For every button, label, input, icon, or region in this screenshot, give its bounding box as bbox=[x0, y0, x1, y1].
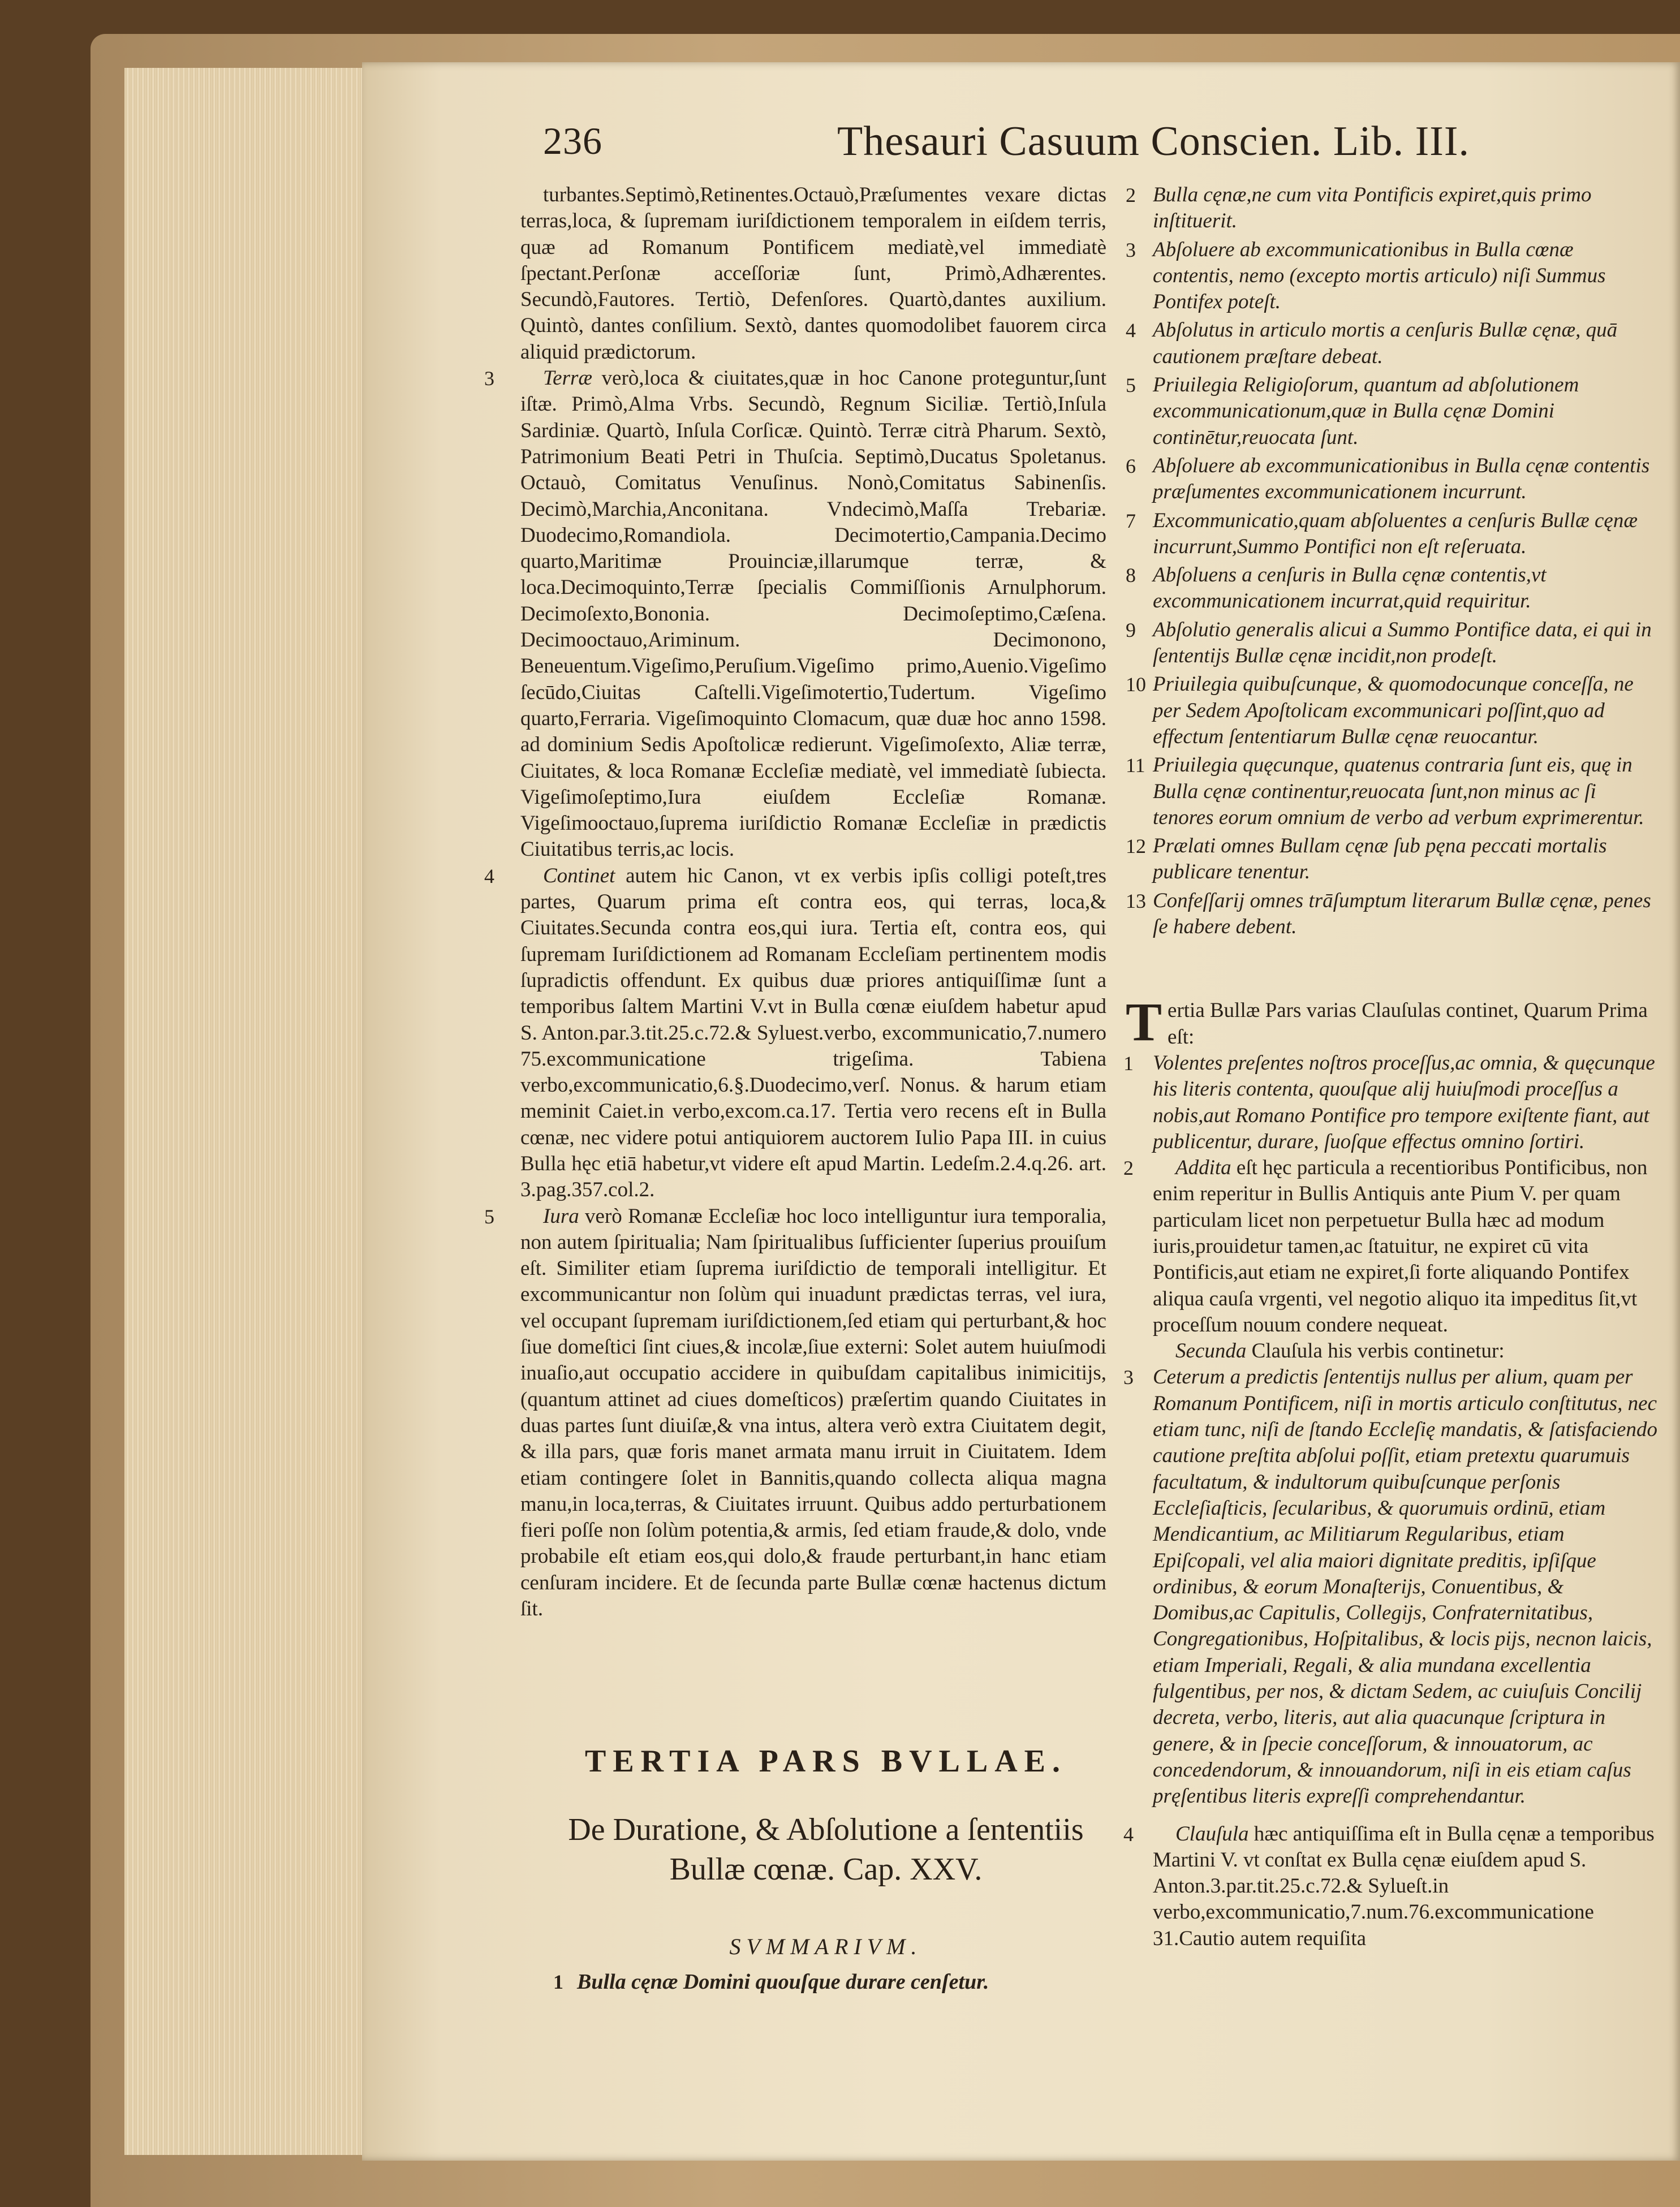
summary-number: 4 bbox=[1126, 319, 1136, 342]
summary-text: Priuilegia quęcunque, quatenus contraria ſunt eis, quę in Bulla cęnæ continentur,reuocata ſunt,non minus ac ſi tenores eorum omnium de verbo ad verbum exprimerentur. bbox=[1153, 753, 1644, 829]
paragraph-text: Ceterum a predictis ſententijs nullus per alium, quam per Romanum Pontificem, niſi in mortis articulo conſtitutus, nec etiam tunc, niſi de ſtando Eccleſię mandatis, & ſatisfaciendo cautione preſtita abſolui poſſit, etiam pretextu quarumuis facultatum, & indultorum quibuſcunque perſonis Eccleſiaſticis, ſecularibus, & quorumuis ordinū, etiam Mendicantium, ac Militiarum Regularibus, etiam Epiſcopali, vel alia maiori dignitate preditis, ipſiſque ordinibus, & eorum Monaſterijs, Conuentibus, & Domibus,ac Capitulis, Collegijs, Confraternitatibus, Congregationibus, Hoſpitalibus, & locis pijs, necnon laicis, etiam Imperiali, Regali, & alia mundana excellentia fulgentibus, per nos, & dictam Sedem, ac cuiuſuis Concilij decreta, verbo, literis, aut alia quacunque ſcriptura in genere, & in ſpecie conceſſorum, & innouatorum, ac concedendorum, & innouandorum, niſi in eis etiam caſus pręſentibus literis expreſſi comprehendantur. bbox=[1153, 1365, 1657, 1808]
left-paragraph bbox=[520, 182, 1106, 365]
summary-item bbox=[1126, 237, 1657, 316]
paragraph-lead: Clauſula bbox=[1175, 1822, 1249, 1846]
summary-item bbox=[1126, 372, 1657, 451]
summary-item bbox=[1126, 562, 1657, 615]
part-intro bbox=[1126, 992, 1657, 1053]
summary-number: 2 bbox=[1126, 184, 1136, 206]
paragraph-text: hæc antiquiſſima eſt in Bulla cęnæ a temporibus Martini V. vt conſtat ex Bulla cęnæ eiuſdem apud S. Anton.3.par.tit.25.c.72.& Sylueſt.in verbo,excommunicatio,7.num.76.excommunicatione 31.Cautio autem requiſita bbox=[1153, 1822, 1655, 1950]
right-column bbox=[1123, 182, 1657, 1952]
paragraph-text: verò Romanæ Eccleſiæ hoc loco intelliguntur iura temporalia, non autem ſpiritualia; Nam ſpiritualibus ſufficienter ſuperius prouiſum eſt. Similiter etiam ſuprema iuriſdictio de temporali intelligitur. Et excommunicantur non ſolùm qui inuadunt prædictas terras, vel iura, vel occupant ſupremam iuriſdictionem,ſed etiam qui perturbant,& hoc ſiue domeſtici ſint ciues,& incolæ,ſiue externi: Solet autem huiuſmodi inuaſio,aut occupatio accidere in quibuſdam capitalibus inimicitijs, (quantum attinet ad ciues domeſticos) præſertim quando Ciuitates in duas partes ſunt diuiſæ,& vna intus, altera verò extra Ciuitatem degit, & illa pars, quæ foris manet armata manu irruit in Ciuitatem. Idem etiam contingere ſolet in Bannitis,quando collecta aliqua magna manu,in loca,terras, & Ciuitates irruunt. Quibus addo perturbationem fieri poſſe non ſolùm potentia,& armis, ſed etiam fraude,& dolo, vnde probabile eſt etiam eos,qui dolo,& fraude perturbant,in hanc etiam cenſuram incidere. Et de ſecunda parte Bullæ cœnæ hactenus dictum ſit. bbox=[520, 1204, 1106, 1621]
summary-item bbox=[1126, 317, 1657, 370]
summary-text: Priuilegia quibuſcunque, & quomodocunque conceſſa, ne per Sedem Apoſtolicam excommunicari poſſint,quo ad effectum ſententiarum Bullæ cęnæ reuocantur. bbox=[1153, 673, 1634, 748]
drop-cap: T bbox=[1126, 992, 1162, 1053]
summary-text: Priuilegia Religioſorum, quantum ad abſolutionem excommunicationum,quæ in Bulla cęnæ Domini continētur,reuocata ſunt. bbox=[1153, 373, 1579, 449]
left-paragraph bbox=[484, 863, 1106, 1204]
summary-number: 6 bbox=[1126, 454, 1136, 477]
clause-paragraph bbox=[1123, 1364, 1657, 1809]
summary-text: Excommunicatio,quam abſoluentes a cenſuris Bullæ cęnæ incurrunt,Summo Pontifici non eſt reſeruata. bbox=[1153, 508, 1638, 558]
commentary-paragraph bbox=[1123, 1155, 1657, 1338]
summary-text: Abſoluere ab excommunicationibus in Bulla cœnæ contentis, nemo (excepto mortis articulo) niſi Summus Pontifex poteſt. bbox=[1153, 238, 1606, 314]
paragraph-text: Volentes preſentes noſtros proceſſus,ac omnia, & quęcunque his literis contenta, quouſque alij huiuſmodi proceſſus a nobis,aut Romano Pontifice pro tempore exiſtente fiant, aut publicentur, durare, ſuoſque effectus omnino ſortiri. bbox=[1153, 1051, 1655, 1153]
summary-item bbox=[553, 1969, 1108, 1994]
margin-number: 3 bbox=[484, 367, 494, 390]
summary-number: 11 bbox=[1126, 754, 1145, 777]
summary-text: Confeſſarij omnes trāſumptum literarum Bullæ cęnæ, penes ſe habere debent. bbox=[1153, 889, 1651, 939]
section-title: TERTIA PARS BVLLAE. bbox=[584, 1744, 1067, 1779]
summary-item bbox=[1126, 752, 1657, 831]
page-edges bbox=[124, 68, 364, 2155]
summary-number: 12 bbox=[1126, 835, 1146, 858]
paragraph-lead: Terræ bbox=[543, 367, 593, 390]
summary-list bbox=[1126, 182, 1657, 940]
summary-item bbox=[1126, 833, 1657, 886]
summary-number: 7 bbox=[1126, 509, 1136, 532]
paragraph-text: autem hic Canon, vt ex verbis ipſis colligi poteſt,tres partes, Quarum prima eſt contra eos, qui terras, loca,& Ciuitates.Secunda contra eos,qui iura. Tertia eſt, contra eos, qui ſupremam Iuriſdictionem ad Romanam Eccleſiam pertinentem modis ſupradictis offendunt. Ex quibus duæ priores antiquiſſimæ ſunt a temporibus ſaltem Martini V.vt in Bulla cœnæ eiuſdem habetur apud S. Anton.par.3.tit.25.c.72.& Syluest.verbo, excommunicatio,7.numero 75.excommunicatione trigeſima. Tabiena verbo,excommunicatio,6.§.Duodecimo,verſ. Nonus. & harum etiam meminit Caiet.in verbo,excom.ca.17. Tertia vero recens eſt in Bulla cœnæ, nec videre potui antiquiorem auctorem Iulio Papa III. in cuius Bulla hęc etiā habetur,vt videre eſt apud Martin. Ledeſm.2.4.q.26. art. 3.pag.357.col.2. bbox=[520, 864, 1106, 1202]
summary-item bbox=[1126, 671, 1657, 750]
left-paragraph bbox=[484, 1204, 1106, 1623]
margin-number: 2 bbox=[1123, 1157, 1134, 1180]
margin-number: 4 bbox=[484, 864, 494, 887]
commentary-paragraph bbox=[1126, 1338, 1657, 1364]
running-title: Thesauri Casuum Conscien. Lib. III. bbox=[837, 118, 1470, 165]
summary-text: Bulla cęnæ Domini quouſque durare cenſetur. bbox=[577, 1970, 989, 1994]
paragraph-lead: Continet bbox=[543, 864, 615, 887]
intro-text: ertia Bullæ Pars varias Clauſulas continet, Quarum Prima eſt: bbox=[1168, 999, 1648, 1049]
summary-text: Abſolutus in articulo mortis a cenſuris Bullæ cęnæ, quā cautionem præſtare debeat. bbox=[1153, 318, 1618, 368]
summary-text: Abſoluere ab excommunicationibus in Bulla cęnæ contentis præſumentes excommunicationem incurrunt. bbox=[1153, 454, 1650, 504]
margin-number: 4 bbox=[1123, 1822, 1134, 1846]
page-header bbox=[543, 107, 1652, 181]
summary-number: 3 bbox=[1126, 238, 1136, 261]
summary-item bbox=[1126, 888, 1657, 941]
summary-item bbox=[1126, 453, 1657, 506]
paragraph-lead: Secunda bbox=[1175, 1339, 1247, 1363]
left-column bbox=[484, 182, 1106, 1622]
margin-number: 5 bbox=[484, 1205, 494, 1228]
commentary-paragraph bbox=[1123, 1821, 1657, 1952]
summary-text: Prælati omnes Bullam cęnæ ſub pęna peccati mortalis publicare tenentur. bbox=[1153, 834, 1607, 884]
summary-text: Bulla cęnæ,ne cum vita Pontificis expiret,quis primo inſtituerit. bbox=[1153, 183, 1592, 233]
left-paragraph bbox=[484, 365, 1106, 863]
paragraph-lead: Iura bbox=[543, 1204, 579, 1228]
summary-item bbox=[1126, 182, 1657, 235]
summary-text: Abſolutio generalis alicui a Summo Pontifice data, ei qui in ſententijs Bullæ cęnæ incidit,non prodeſt. bbox=[1153, 618, 1652, 668]
paragraph-text: eſt hęc particula a recentioribus Pontificibus, non enim reperitur in Bullis Antiquis ante Pium V. per quam particulam licet non perpetuetur Bulla hæc ad modum iuris,prouidetur tamen,ac ſtatuitur, ne expiret cū vita Pontificis,aut etiam ne expiret,ſi forte aliquando Pontifex aliqua cauſa vrgenti, vel negotio aliquo ita impeditus ſit,vt proceſſum nouum condere nequeat. bbox=[1153, 1156, 1648, 1337]
margin-number: 3 bbox=[1123, 1366, 1134, 1389]
summary-heading: SVMMARIVM. bbox=[729, 1934, 923, 1959]
summary-number: 1 bbox=[553, 1971, 563, 1993]
paragraph-text: verò,loca & ciuitates,quæ in hoc Canone proteguntur,ſunt iſtæ. Primò,Alma Vrbs. Secundò, Regnum Siciliæ. Tertiò,Inſula Sardiniæ. Quartò, Inſula Corſicæ. Quintò. Terræ citrà Pharum. Sextò, Patrimonium Beati Petri in Thuſcia. Septimò,Ducatus Spoletanus. Octauò, Comitatus Venuſinus. Nonò,Comitatus Sabinenſis. Decimò,Marchia,Anconitana. Vndecimò,Maſſa Trebariæ. Duodecimo,Romandiola. Decimotertio,Campania.Decimo quarto,Maritimæ Prouinciæ,illarumque terræ, & loca.Decimoquinto,Terræ ſpecialis Commiſſionis Arnulphorum. Decimoſexto,Bononia. Decimoſeptimo,Cæſena. Decimooctauo,Ariminum. Decimonono, Beneuentum.Vigeſimo,Peruſium.Vigeſimo primo,Auenio.Vigeſimo ſecūdo,Ciuitas Caſtelli.Vigeſimotertio,Tudertum. Vigeſimo quarto,Ferraria. Vigeſimoquinto Clomacum, quæ duæ hoc anno 1598. ad dominium Sedis Apoſtolicæ redierunt. Vigeſimoſexto, Aliæ terræ, Ciuitates, & loca Romanæ Eccleſiæ mediatè, vel immediatè ſubiecta. Vigeſimoſeptimo,Iura eiuſdem Eccleſiæ Romanæ. Vigeſimooctauo,ſuprema iuriſdictio Romanæ Eccleſiæ in prædictis Ciuitatibus terris,ac locis. bbox=[520, 367, 1106, 861]
summary-number: 10 bbox=[1126, 673, 1146, 696]
summary-number: 9 bbox=[1126, 618, 1136, 641]
clause-paragraph bbox=[1123, 1050, 1657, 1155]
summary-item bbox=[1126, 617, 1657, 670]
summary-number: 8 bbox=[1126, 564, 1136, 587]
chapter-title: De Duratione, & Abſolutione a ſententiis Bullæ cœnæ. Cap. XXV. bbox=[568, 1812, 1084, 1887]
summary-item bbox=[1126, 508, 1657, 561]
summary-text: Abſoluens a cenſuris in Bulla cęnæ contentis,vt excommunicationem incurrat,quid requiritur. bbox=[1153, 563, 1547, 613]
paragraph-text: turbantes.Septimò,Retinentes.Octauò,Præſumentes vexare dictas terras,loca, & ſupremam iuriſdictionem temporalem in eiſdem terris, quæ ad Romanum Pontificem mediatè,vel immediatè ſpectant.Perſonæ acceſſoriæ ſunt, Primò,Adhærentes. Secundò,Fautores. Tertiò, Defenſores. Quartò,dantes auxilium. Quintò, dantes conſilium. Sextò, dantes quomodolibet fauorem circa aliquid prædictorum. bbox=[520, 183, 1106, 364]
page-number: 236 bbox=[543, 119, 602, 162]
summary-number: 13 bbox=[1126, 889, 1146, 912]
paragraph-lead: Addita bbox=[1175, 1156, 1231, 1180]
margin-number: 1 bbox=[1123, 1051, 1134, 1075]
paragraph-text: Clauſula his verbis continetur: bbox=[1246, 1339, 1505, 1363]
summary-number: 5 bbox=[1126, 374, 1136, 397]
